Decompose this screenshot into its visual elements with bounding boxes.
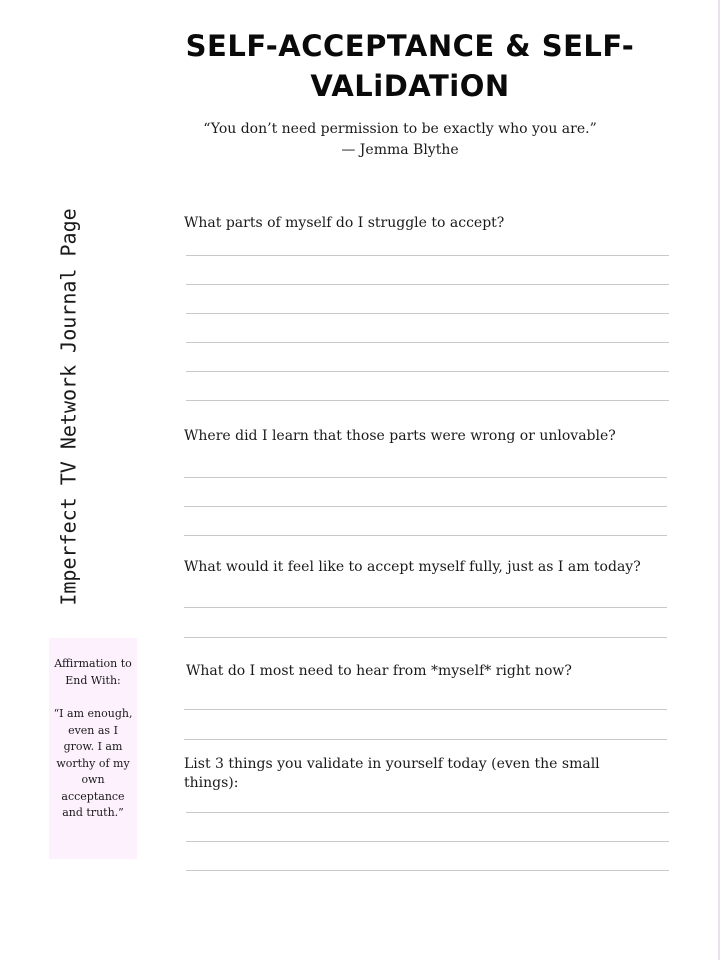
answer-line[interactable]: [184, 477, 667, 478]
answer-line[interactable]: [184, 535, 667, 536]
prompt-4: What do I most need to hear from *myself* right now?: [186, 663, 572, 679]
prompt-2: Where did I learn that those parts were wrong or unlovable?: [184, 428, 616, 444]
affirmation-title: Affirmation to End With:: [54, 657, 132, 687]
answer-line[interactable]: [184, 637, 667, 638]
vertical-page-label: [40, 200, 98, 614]
answer-line[interactable]: [184, 739, 667, 740]
answer-line[interactable]: [184, 506, 667, 507]
page-title: SELF-ACCEPTANCE & SELF-VALiDATiON: [185, 29, 635, 103]
answer-line[interactable]: [186, 371, 669, 372]
prompt-1: What parts of myself do I struggle to accept?: [184, 215, 505, 231]
affirmation-text: “I am enough, even as I grow. I am worthy of my own acceptance and truth.”: [53, 707, 133, 819]
answer-line[interactable]: [186, 841, 669, 842]
answer-line[interactable]: [184, 607, 667, 608]
answer-line[interactable]: [186, 812, 669, 813]
answer-line[interactable]: [186, 255, 669, 256]
answer-line[interactable]: [186, 342, 669, 343]
quote-text: “You don’t need permission to be exactly who you are.”: [203, 121, 597, 137]
quote-author: — Jemma Blythe: [341, 142, 459, 158]
answer-line[interactable]: [184, 709, 667, 710]
answer-line[interactable]: [186, 400, 669, 401]
prompt-3: What would it feel like to accept myself fully, just as I am today?: [184, 559, 641, 575]
opening-quote: [150, 119, 650, 161]
answer-line[interactable]: [186, 313, 669, 314]
vertical-page-label-text: Imperfect TV Network Journal Page: [57, 208, 82, 606]
answer-line[interactable]: [186, 870, 669, 871]
answer-line[interactable]: [186, 284, 669, 285]
prompt-5: List 3 things you validate in yourself today (even the small things):: [184, 756, 600, 791]
affirmation-box: [49, 638, 137, 859]
